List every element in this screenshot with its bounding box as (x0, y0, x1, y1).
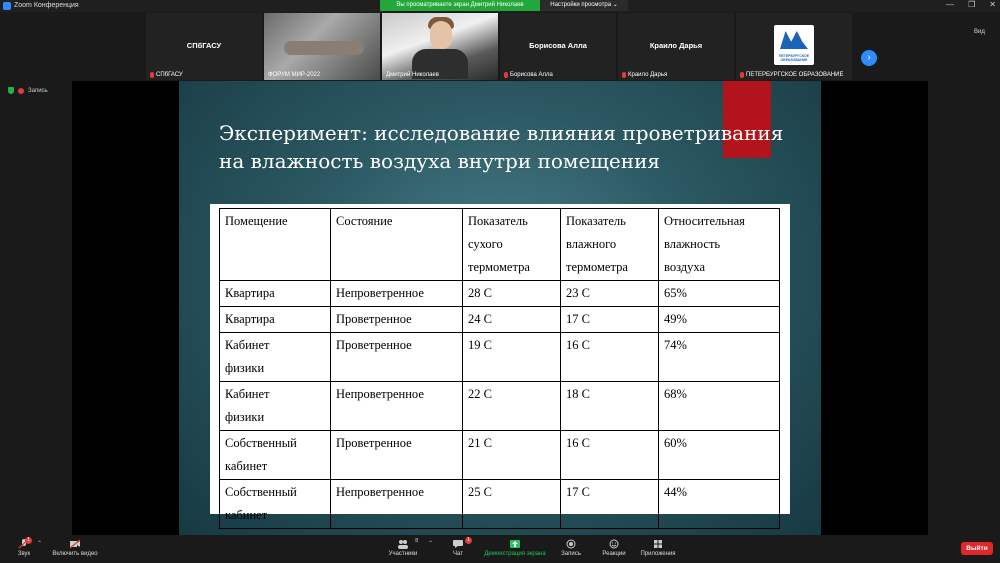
participant-tile[interactable] (146, 13, 262, 80)
participants-count: 8 (415, 538, 418, 544)
table-cell: 16 С (561, 431, 659, 480)
participant-label: Борисова Алла (510, 72, 553, 78)
leave-button[interactable]: Выйти (961, 542, 993, 555)
table-cell: Кабинет физики (220, 333, 331, 382)
shared-screen (72, 81, 928, 535)
mic-muted-icon (740, 72, 744, 78)
participant-label: Краило Дарья (628, 72, 668, 78)
apps-icon (652, 539, 664, 549)
presentation-slide (179, 81, 821, 535)
minimize-button[interactable]: — (946, 0, 955, 9)
table-cell: Кабинет физики (220, 382, 331, 431)
table-cell: Собственный кабинет (220, 480, 331, 529)
table-cell: Проветренное (331, 333, 463, 382)
table-cell: 22 С (463, 382, 561, 431)
room-video (284, 41, 364, 55)
table-cell: 65% (659, 281, 780, 307)
table-cell: Квартира (220, 307, 331, 333)
window-controls (946, 0, 996, 9)
table-row (220, 333, 780, 382)
record-icon (565, 539, 577, 549)
table-cell: 28 С (463, 281, 561, 307)
close-button[interactable]: ✕ (989, 0, 996, 9)
table-cell: 17 С (561, 307, 659, 333)
participant-name: СПбГАСУ (186, 41, 222, 50)
share-screen-button[interactable]: Демонстрация экрана (482, 539, 548, 557)
chevron-right-icon[interactable]: › (861, 50, 877, 66)
participants-button[interactable]: Участники 8 (388, 538, 418, 557)
table-header-cell: Помещение (220, 209, 331, 281)
table-row (220, 480, 780, 529)
mic-muted-icon (622, 72, 626, 78)
participants-icon (397, 539, 409, 549)
table-header-row (220, 209, 780, 281)
table-cell: 68% (659, 382, 780, 431)
security-shield-icon (8, 87, 14, 94)
table-cell: 49% (659, 307, 780, 333)
participant-tile[interactable] (736, 13, 852, 80)
slide-title: Эксперимент: исследование влияния проветривания на влажность воздуха внутри помещения (219, 121, 784, 173)
participant-name: Краило Дарья (649, 41, 703, 50)
participant-tile[interactable] (618, 13, 734, 80)
table-cell: 17 С (561, 480, 659, 529)
table-cell: Квартира (220, 281, 331, 307)
participant-tile-active[interactable] (382, 13, 498, 80)
recording-label: Запись (28, 87, 48, 94)
apps-button[interactable]: Приложения (638, 539, 678, 557)
zoom-logo-icon (3, 2, 11, 10)
participant-tile[interactable] (264, 13, 380, 80)
table-cell: Собственный кабинет (220, 431, 331, 480)
table-cell: 21 С (463, 431, 561, 480)
table-cell: 24 С (463, 307, 561, 333)
camera-off-icon (69, 539, 81, 549)
table-header-cell: Показатель сухого термометра (463, 209, 561, 281)
table-cell: Непроветренное (331, 382, 463, 431)
table-cell: 60% (659, 431, 780, 480)
record-dot-icon (18, 88, 24, 94)
participant-tile[interactable] (500, 13, 616, 80)
participant-gallery (0, 12, 1000, 81)
smiley-icon (608, 539, 620, 549)
table-cell: 74% (659, 333, 780, 382)
recording-indicator (8, 87, 48, 94)
window-title: Zoom Конференция (14, 2, 79, 9)
participant-label: ПЕТЕРБУРГСКОЕ ОБРАЗОВАНИЕ (746, 72, 844, 78)
table-cell: 16 С (561, 333, 659, 382)
reactions-button[interactable]: Реакции (600, 539, 628, 557)
audio-button[interactable]: Звук 1 (17, 537, 31, 557)
view-button[interactable]: Вид (974, 29, 985, 35)
chat-icon (452, 539, 464, 549)
mic-muted-icon (150, 72, 154, 78)
view-options-button[interactable]: Настройки просмотра ⌄ (540, 0, 628, 11)
table-cell: 18 С (561, 382, 659, 431)
audio-options-caret[interactable]: ⌃ (37, 541, 43, 547)
participant-label: СПбГАСУ (156, 72, 183, 78)
chat-button[interactable]: Чат 1 (448, 539, 468, 557)
participants-options-caret[interactable]: ⌃ (428, 541, 434, 547)
mic-muted-icon (504, 72, 508, 78)
table-cell: Непроветренное (331, 480, 463, 529)
table-cell: 44% (659, 480, 780, 529)
meeting-toolbar (0, 535, 1000, 563)
table-cell: Непроветренное (331, 281, 463, 307)
table-cell: 23 С (561, 281, 659, 307)
table-row (220, 382, 780, 431)
table-cell: Проветренное (331, 431, 463, 480)
participant-name: Борисова Алла (529, 41, 587, 50)
table-header-cell: Показатель влажного термометра (561, 209, 659, 281)
record-button[interactable]: Запись (559, 539, 583, 557)
table-row (220, 431, 780, 480)
table-row (220, 281, 780, 307)
table-row (220, 307, 780, 333)
table-header-cell: Состояние (331, 209, 463, 281)
table-header-cell: Относительная влажность воздуха (659, 209, 780, 281)
maximize-button[interactable]: ❐ (968, 0, 976, 9)
share-screen-icon (509, 539, 521, 549)
audio-badge: 1 (25, 537, 32, 544)
table-cell: 19 С (463, 333, 561, 382)
chat-badge: 1 (465, 537, 472, 544)
ship-icon (780, 31, 808, 49)
experiment-table-container (210, 204, 790, 522)
table-cell: 25 С (463, 480, 561, 529)
table-cell: Проветренное (331, 307, 463, 333)
participant-label: Дмитрий Николаев (386, 72, 439, 78)
participant-label: ФОРУМ МИР-2022 (268, 72, 321, 78)
petersburg-education-logo: ПЕТЕРБУРГСКОЕ ОБРАЗОВАНИЕ (774, 25, 814, 65)
experiment-table (219, 208, 780, 529)
video-button[interactable]: Включить видео (50, 539, 100, 557)
share-banner: Вы просматриваете экран Дмитрий Николаев (380, 0, 540, 11)
